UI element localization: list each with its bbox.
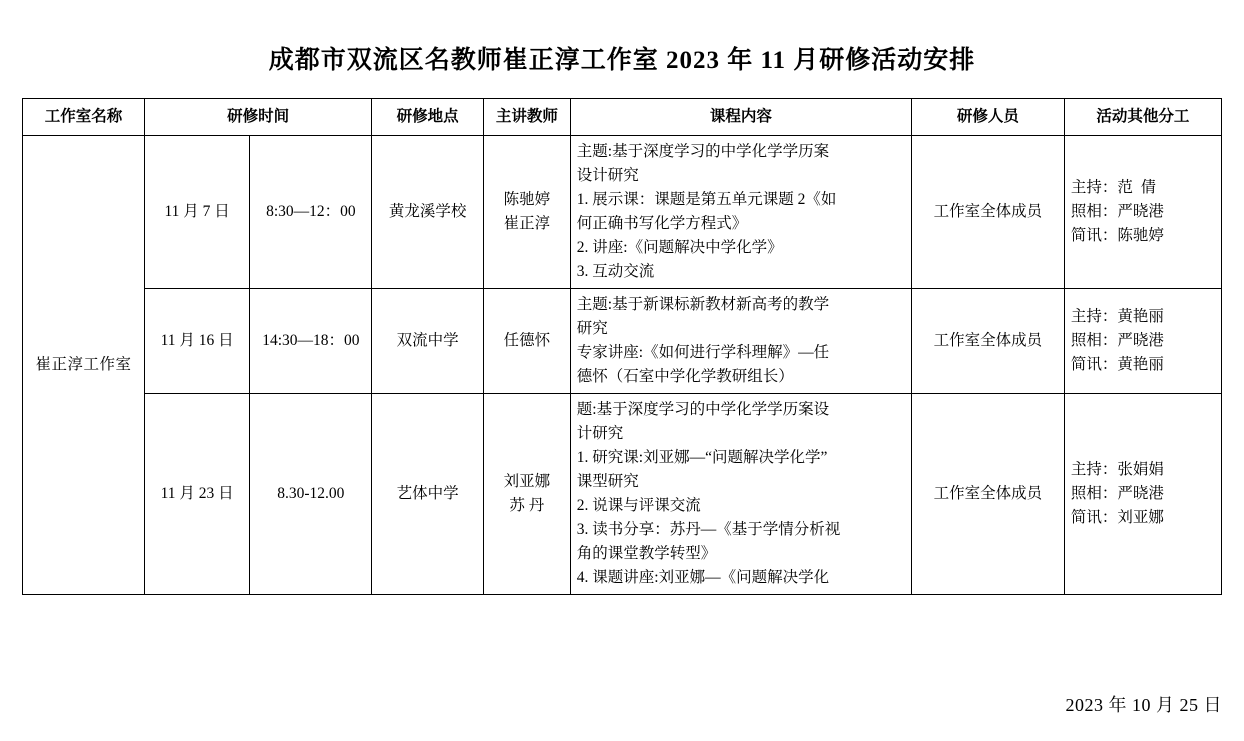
column-header-teacher: 主讲教师 xyxy=(483,99,570,136)
row-date: 11 月 23 日 xyxy=(144,394,249,595)
table-header-row xyxy=(23,99,1222,136)
duty-line: 简讯：陈驰婷 xyxy=(1070,227,1164,245)
column-header-studio-name: 工作室名称 xyxy=(23,99,145,136)
row-place: 双流中学 xyxy=(372,289,484,394)
column-header-participants: 研修人员 xyxy=(911,99,1064,136)
teacher-name: 陈驰婷 xyxy=(503,191,551,209)
row-participants: 工作室全体成员 xyxy=(911,136,1064,289)
content-line: 4. 课题讲座:刘亚娜—《问题解决学化 xyxy=(576,569,830,587)
row-teachers xyxy=(483,136,570,289)
content-line: 角的课堂教学转型》 xyxy=(576,545,717,563)
content-line: 研究 xyxy=(576,320,608,338)
content-line: 主题:基于新课标新教材新高考的教学 xyxy=(576,296,830,314)
content-line: 专家讲座:《如何进行学科理解》—任 xyxy=(576,344,830,362)
document-page xyxy=(0,40,1244,741)
content-line: 3. 互动交流 xyxy=(576,263,655,281)
teacher-name: 苏 丹 xyxy=(509,497,545,515)
duty-line: 简讯：刘亚娜 xyxy=(1070,509,1164,527)
table-row xyxy=(23,394,1222,595)
content-line: 何正确书写化学方程式》 xyxy=(576,215,748,233)
teacher-name: 刘亚娜 xyxy=(503,473,551,491)
row-duties xyxy=(1064,289,1221,394)
content-line: 3. 读书分享：苏丹—《基于学情分析视 xyxy=(576,521,841,539)
content-line: 主题:基于深度学习的中学化学学历案 xyxy=(576,143,830,160)
row-duties xyxy=(1064,394,1221,595)
schedule-table xyxy=(22,98,1222,595)
row-place: 艺体中学 xyxy=(372,394,484,595)
column-header-time: 研修时间 xyxy=(144,99,371,136)
table-row xyxy=(23,136,1222,289)
content-line: 计研究 xyxy=(576,425,624,443)
row-participants: 工作室全体成员 xyxy=(911,394,1064,595)
content-line: 设计研究 xyxy=(576,167,639,185)
row-content xyxy=(570,289,911,394)
row-duties xyxy=(1064,136,1221,289)
content-line: 1. 展示课：课题是第五单元课题 2《如 xyxy=(576,191,837,209)
content-line: 课型研究 xyxy=(576,473,639,491)
column-header-place: 研修地点 xyxy=(372,99,484,136)
row-content xyxy=(570,394,911,595)
row-participants: 工作室全体成员 xyxy=(911,289,1064,394)
row-place: 黄龙溪学校 xyxy=(372,136,484,289)
row-content xyxy=(570,136,911,289)
duty-line: 简讯：黄艳丽 xyxy=(1070,356,1164,374)
teacher-name: 崔正淳 xyxy=(503,215,551,233)
studio-name-cell: 崔正淳工作室 xyxy=(23,136,145,595)
page-title: 成都市双流区名教师崔正淳工作室 2023 年 11 月研修活动安排 xyxy=(268,47,976,74)
content-line: 德怀（石室中学化学教研组长） xyxy=(576,368,794,386)
content-line: 1. 研究课:刘亚娜—“问题解决学化学” xyxy=(576,449,828,467)
table-body xyxy=(23,136,1222,595)
duty-line: 主持：范 倩 xyxy=(1070,179,1157,197)
row-time: 8.30-12.00 xyxy=(250,394,372,595)
content-line: 2. 说课与评课交流 xyxy=(576,497,701,515)
document-date: 2023 年 10 月 25 日 xyxy=(1065,695,1222,715)
row-teachers xyxy=(483,394,570,595)
row-teachers xyxy=(483,289,570,394)
duty-line: 照相：严晓港 xyxy=(1070,203,1164,221)
column-header-content: 课程内容 xyxy=(570,99,911,136)
duty-line: 主持：黄艳丽 xyxy=(1070,308,1164,326)
row-date: 11 月 7 日 xyxy=(144,136,249,289)
column-header-duties: 活动其他分工 xyxy=(1064,99,1221,136)
content-line: 题:基于深度学习的中学化学学历案设 xyxy=(576,401,830,419)
content-line: 2. 讲座:《问题解决中学化学》 xyxy=(576,239,783,257)
duty-line: 照相：严晓港 xyxy=(1070,485,1164,503)
table-row xyxy=(23,289,1222,394)
teacher-name: 任德怀 xyxy=(503,332,551,350)
row-time: 8:30—12：00 xyxy=(250,136,372,289)
row-time: 14:30—18：00 xyxy=(250,289,372,394)
table-header xyxy=(23,99,1222,136)
row-date: 11 月 16 日 xyxy=(144,289,249,394)
duty-line: 主持：张娟娟 xyxy=(1070,461,1164,479)
duty-line: 照相：严晓港 xyxy=(1070,332,1164,350)
